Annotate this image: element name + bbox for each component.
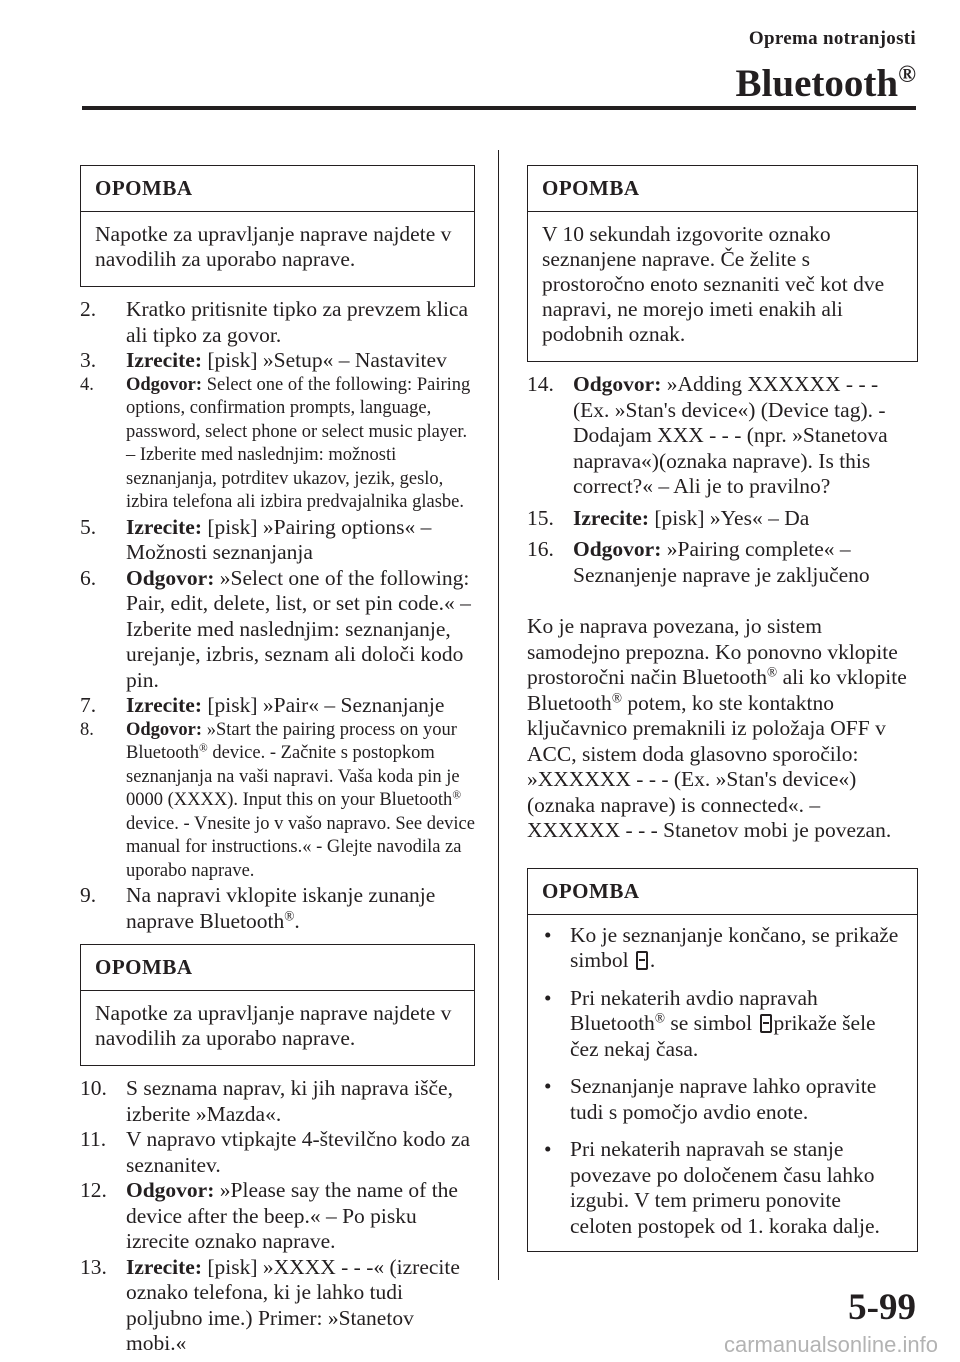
bullet-item: • Pri nekaterih napravah se stanje povezave po določenem času lahko izgubi. V tem primeru ponovite celoten postopek od 1. koraka dalje.: [544, 1137, 880, 1238]
connection-paragraph: Ko je naprava povezana, jo sistem samodejno prepozna. Ko ponovno vklopite prostoročni način Bluetooth® ali ko vklopite Bluetooth® potem, ko ste kontaktno ključavnico premaknili iz položaja OFF v ACC, sistem doda glasovno sporočilo: »XXXXXX - - - (Ex. »Stan's device«) (oznaka naprave) is connected«. – XXXXXX - - - Stanetov mobi je povezan.: [527, 614, 907, 842]
step-item: 8. Odgovor: »Start the pairing process on your Bluetooth® device. - Začnite s postopkom seznanjanja na vaši napravi. Vaša koda pin je 0000 (XXXX). Input this on your Bluetooth® device. - Vnesite jo v vašo napravo. See device manual for instructions.« - Glejte navodila za uporabo naprave.: [80, 719, 475, 881]
step-item: 16. Odgovor: »Pairing complete« – Seznanjenje naprave je zaključeno: [527, 537, 870, 587]
note-heading: OPOMBA: [81, 166, 474, 212]
bullet-list: [528, 915, 917, 1252]
step-item: 13. Izrecite: [pisk] »XXXX - - -« (izrecite oznako telefona, ki je lahko tudi poljubno ime.) Primer: »Stanetov mobi.«: [80, 1254, 460, 1355]
left-column: [80, 165, 475, 1357]
phone-connected-icon: [760, 1014, 772, 1033]
note-box: [527, 868, 918, 1253]
bullet-item: • Pri nekaterih avdio napravah Bluetooth® se simbol prikaže šele čez nekaj časa.: [544, 985, 876, 1061]
step-item: 6. Odgovor: »Select one of the following: Pair, edit, delete, list, or set pin code.« – Izberite med naslednjim: seznanjanje, urejanje, izbris, seznam ali določi kodo pin.: [80, 565, 471, 692]
phone-connected-icon: [636, 951, 648, 970]
steps-list: [80, 1076, 475, 1357]
step-item: 3. Izrecite: [pisk] »Setup« – Nastavitev: [80, 348, 447, 372]
step-item: 10. S seznama naprav, ki jih naprava išče, izberite »Mazda«.: [80, 1076, 453, 1126]
note-text: Napotke za upravljanje naprave najdete v navodilih za uporabo naprave.: [95, 222, 452, 271]
page-title: Bluetooth®: [735, 62, 916, 105]
note-box: [80, 165, 475, 287]
step-item: 11. V napravo vtipkajte 4-številčno kodo za seznanitev.: [80, 1127, 471, 1177]
note-text: V 10 sekundah izgovorite oznako seznanjene naprave. Če želite s prostoročno enoto seznaniti več kot dve napravi, ne morejo imeti enakih ali podobnih oznak.: [542, 222, 885, 346]
step-item: 7. Izrecite: [pisk] »Pair« – Seznanjanje: [80, 693, 445, 717]
page-number: 5-99: [848, 1287, 916, 1328]
step-item: 14. Odgovor: »Adding XXXXXX - - - (Ex. »Stan's device«) (Device tag). - Dodajam XXX - - - (npr. »Stanetova naprava«)(oznaka naprave). Is this correct?« – Ali je to pravilno?: [527, 372, 888, 498]
page-header: [736, 28, 916, 107]
section-title: Oprema notranjosti: [748, 28, 916, 49]
bullet-item: • Seznanjanje naprave lahko opravite tudi s pomočjo avdio enote.: [544, 1074, 877, 1124]
right-column: [527, 165, 918, 1252]
step-item: 5. Izrecite: [pisk] »Pairing options« – Možnosti seznanjanja: [80, 514, 432, 564]
step-item: 2. Kratko pritisnite tipko za prevzem klica ali tipko za govor.: [80, 297, 469, 347]
note-heading: OPOMBA: [81, 945, 474, 991]
bullet-item: • Ko je seznanjanje končano, se prikaže simbol .: [544, 922, 899, 972]
steps-list: [527, 372, 918, 588]
note-heading: OPOMBA: [528, 869, 917, 915]
column-divider: [498, 150, 499, 1280]
note-box: [80, 944, 475, 1066]
steps-list: [80, 297, 475, 934]
registered-mark: ®: [898, 62, 916, 88]
note-text: Napotke za upravljanje naprave najdete v navodilih za uporabo naprave.: [95, 1001, 452, 1050]
step-item: 9. Na napravi vklopite iskanje zunanje naprave Bluetooth®.: [80, 883, 436, 933]
step-item: 4. Odgovor: Select one of the following: Pairing options, confirmation prompts, language, password, select phone or select music player. – Izberite med naslednjim: možnosti seznanjanja, potrditev ukazov, jezik, geslo, izbira telefona ali izbira predvajalnika glasbe.: [80, 374, 471, 512]
header-rule: [82, 106, 916, 110]
step-item: 12. Odgovor: »Please say the name of the device after the beep.« – Po pisku izrecite oznako naprave.: [80, 1178, 458, 1253]
step-item: 15. Izrecite: [pisk] »Yes« – Da: [527, 505, 810, 530]
watermark: carmanualsonline.info: [723, 1332, 938, 1357]
note-box: [527, 165, 918, 362]
note-heading: OPOMBA: [528, 166, 917, 212]
